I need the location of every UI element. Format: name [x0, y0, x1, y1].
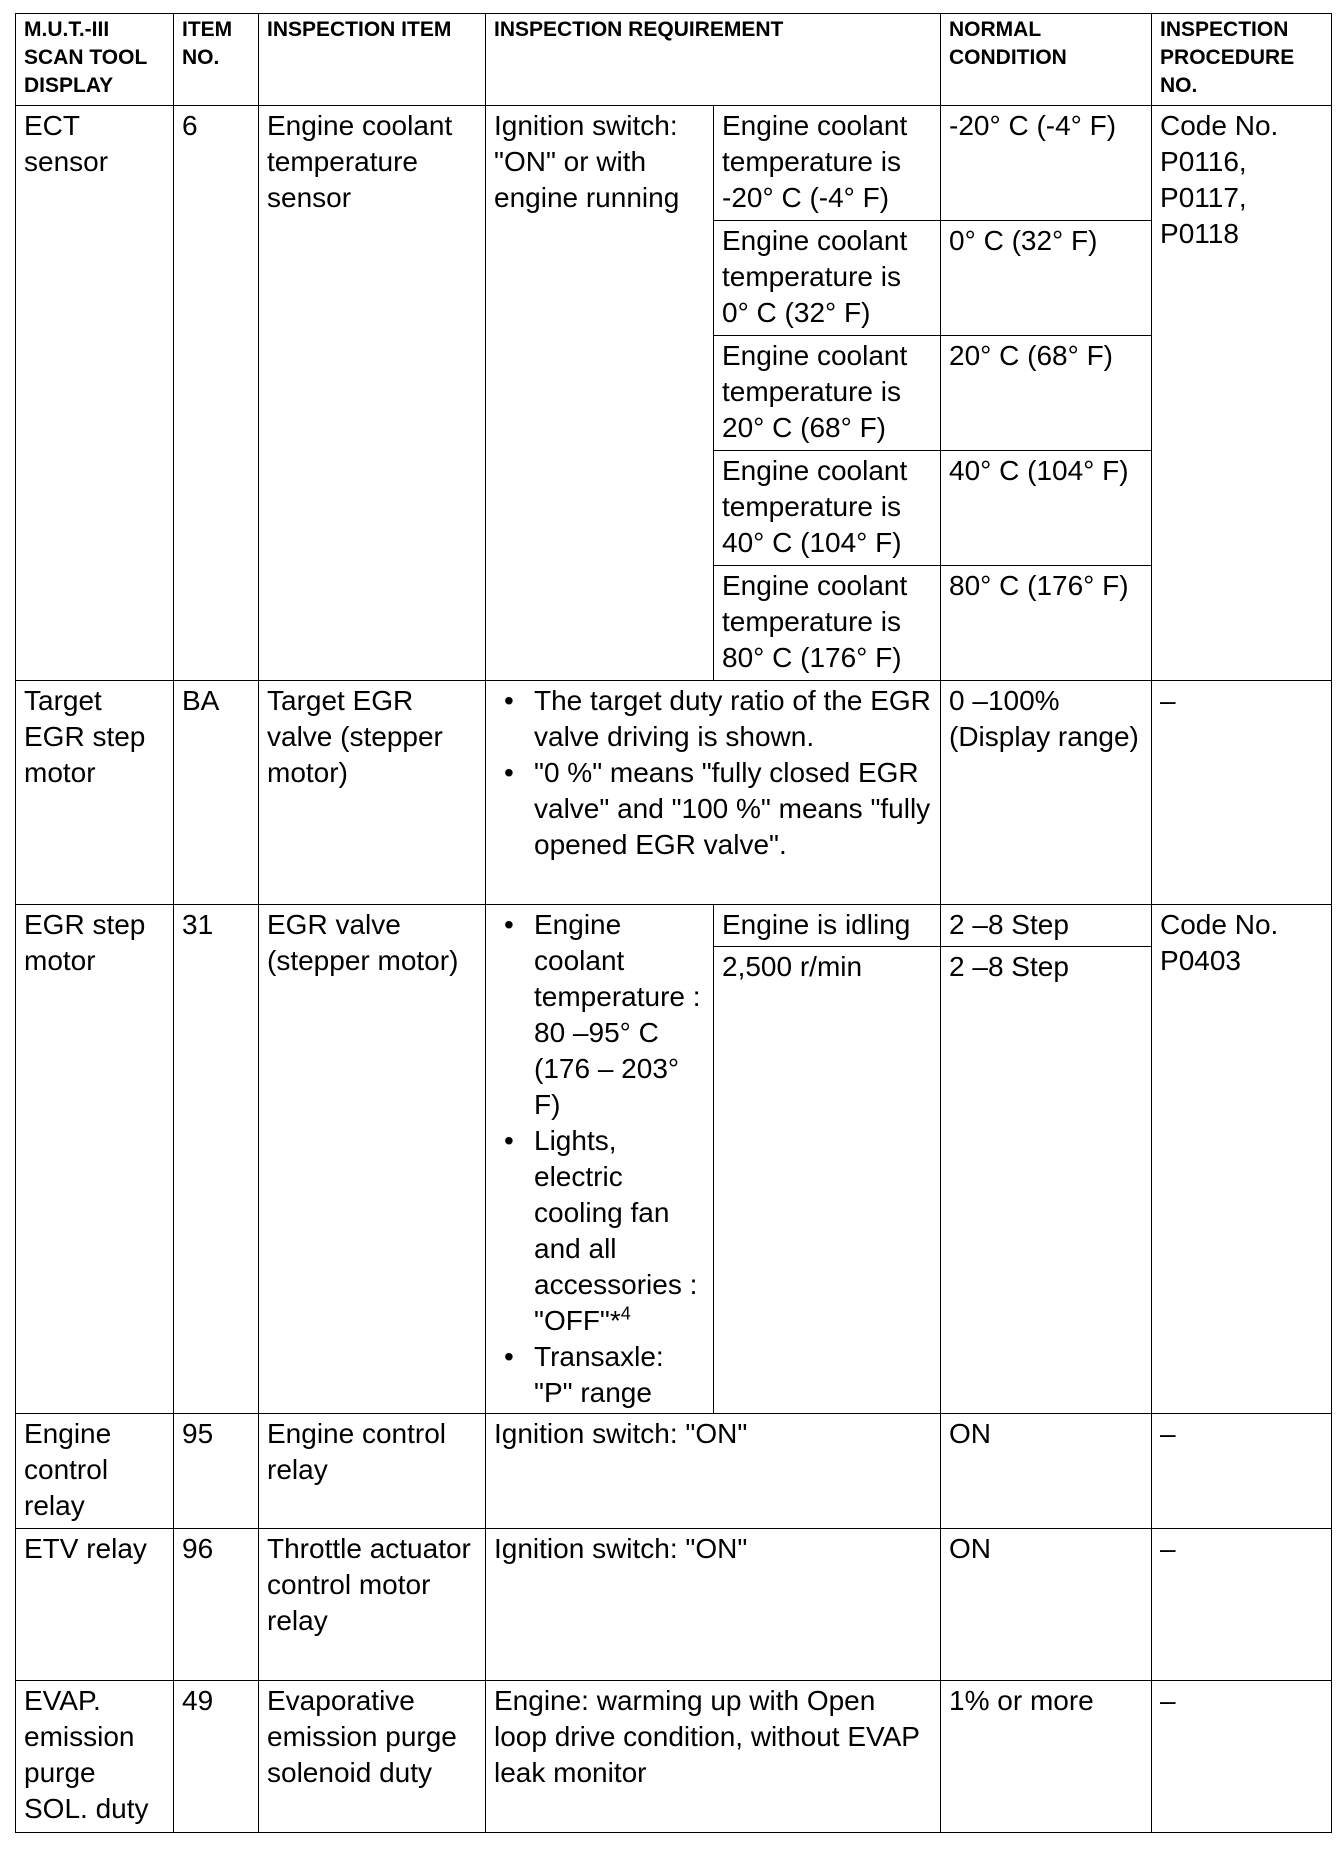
evap-requirement: Engine: warming up with Open loop drive condition, without EVAP leak monitor	[486, 1681, 941, 1833]
engine-relay-procedure: –	[1152, 1414, 1332, 1529]
ect-normal: -20° C (-4° F)	[941, 106, 1152, 221]
target-egr-requirement	[486, 681, 941, 905]
egr-item-no: 31	[174, 905, 259, 1414]
ect-normal: 40° C (104° F)	[941, 451, 1152, 566]
egr-display: EGR step motor	[16, 905, 174, 1414]
target-egr-item: Target EGR valve (stepper motor)	[259, 681, 486, 905]
target-egr-display: Target EGR step motor	[16, 681, 174, 905]
ect-normal: 20° C (68° F)	[941, 336, 1152, 451]
table-row	[16, 681, 1332, 905]
ect-display: ECT sensor	[16, 106, 174, 681]
etv-relay-procedure: –	[1152, 1529, 1332, 1681]
table-row	[16, 1529, 1332, 1681]
etv-relay-normal: ON	[941, 1529, 1152, 1681]
engine-relay-normal: ON	[941, 1414, 1152, 1529]
target-egr-normal: 0 –100% (Display range)	[941, 681, 1152, 905]
evap-procedure: –	[1152, 1681, 1332, 1833]
egr-condition: 2,500 r/min	[714, 946, 941, 1413]
etv-relay-display: ETV relay	[16, 1529, 174, 1681]
egr-normal: 2 –8 Step	[941, 946, 1152, 1413]
ect-procedure: Code No. P0116, P0117, P0118	[1152, 106, 1332, 681]
evap-normal: 1% or more	[941, 1681, 1152, 1833]
table-row	[16, 106, 1332, 221]
bullet-list	[494, 683, 932, 863]
header-display: M.U.T.-III SCAN TOOL DISPLAY	[16, 14, 174, 106]
ect-requirement: Ignition switch: "ON" or with engine running	[486, 106, 714, 681]
etv-relay-item: Throttle actuator control motor relay	[259, 1529, 486, 1681]
table-row	[16, 1414, 1332, 1529]
engine-relay-item-no: 95	[174, 1414, 259, 1529]
bullet-list	[494, 907, 705, 1411]
etv-relay-requirement: Ignition switch: "ON"	[486, 1529, 941, 1681]
list-item: • "0 %" means "fully closed EGR valve" and "100 %" means "fully opened EGR valve".	[534, 755, 932, 863]
ect-item-no: 6	[174, 106, 259, 681]
bullet-text: Lights, electric cooling fan and all accessories : "OFF"*	[534, 1125, 698, 1336]
ect-condition: Engine coolant temperature is 80° C (176° F)	[714, 566, 941, 681]
header-normal-condition: NORMAL CONDITION	[941, 14, 1152, 106]
target-egr-procedure: –	[1152, 681, 1332, 905]
header-item-no: ITEM NO.	[174, 14, 259, 106]
target-egr-item-no: BA	[174, 681, 259, 905]
footnote-marker: 4	[620, 1303, 631, 1324]
header-row	[16, 14, 1332, 106]
list-item: • The target duty ratio of the EGR valve driving is shown.	[534, 683, 932, 755]
header-inspection-item: INSPECTION ITEM	[259, 14, 486, 106]
egr-requirement	[486, 905, 714, 1414]
evap-item-no: 49	[174, 1681, 259, 1833]
inspection-table	[15, 13, 1332, 1833]
engine-relay-display: Engine control relay	[16, 1414, 174, 1529]
table-row	[16, 1681, 1332, 1833]
engine-relay-item: Engine control relay	[259, 1414, 486, 1529]
evap-display: EVAP. emission purge SOL. duty	[16, 1681, 174, 1833]
egr-normal: 2 –8 Step	[941, 905, 1152, 947]
ect-condition: Engine coolant temperature is 0° C (32° F)	[714, 221, 941, 336]
list-item	[534, 1123, 705, 1339]
engine-relay-requirement: Ignition switch: "ON"	[486, 1414, 941, 1529]
etv-relay-item-no: 96	[174, 1529, 259, 1681]
header-inspection-requirement: INSPECTION REQUIREMENT	[486, 14, 941, 106]
evap-item: Evaporative emission purge solenoid duty	[259, 1681, 486, 1833]
ect-condition: Engine coolant temperature is 40° C (104° F)	[714, 451, 941, 566]
header-procedure-no: INSPECTION PROCEDURE NO.	[1152, 14, 1332, 106]
egr-item: EGR valve (stepper motor)	[259, 905, 486, 1414]
table-row	[16, 905, 1332, 947]
egr-procedure: Code No. P0403	[1152, 905, 1332, 1414]
ect-condition: Engine coolant temperature is -20° C (-4° F)	[714, 106, 941, 221]
ect-normal: 0° C (32° F)	[941, 221, 1152, 336]
ect-item: Engine coolant temperature sensor	[259, 106, 486, 681]
egr-condition: Engine is idling	[714, 905, 941, 947]
list-item: • Transaxle: "P" range	[534, 1339, 705, 1411]
ect-condition: Engine coolant temperature is 20° C (68° F)	[714, 336, 941, 451]
ect-normal: 80° C (176° F)	[941, 566, 1152, 681]
list-item: • Engine coolant temperature : 80 –95° C (176 – 203° F)	[534, 907, 705, 1123]
